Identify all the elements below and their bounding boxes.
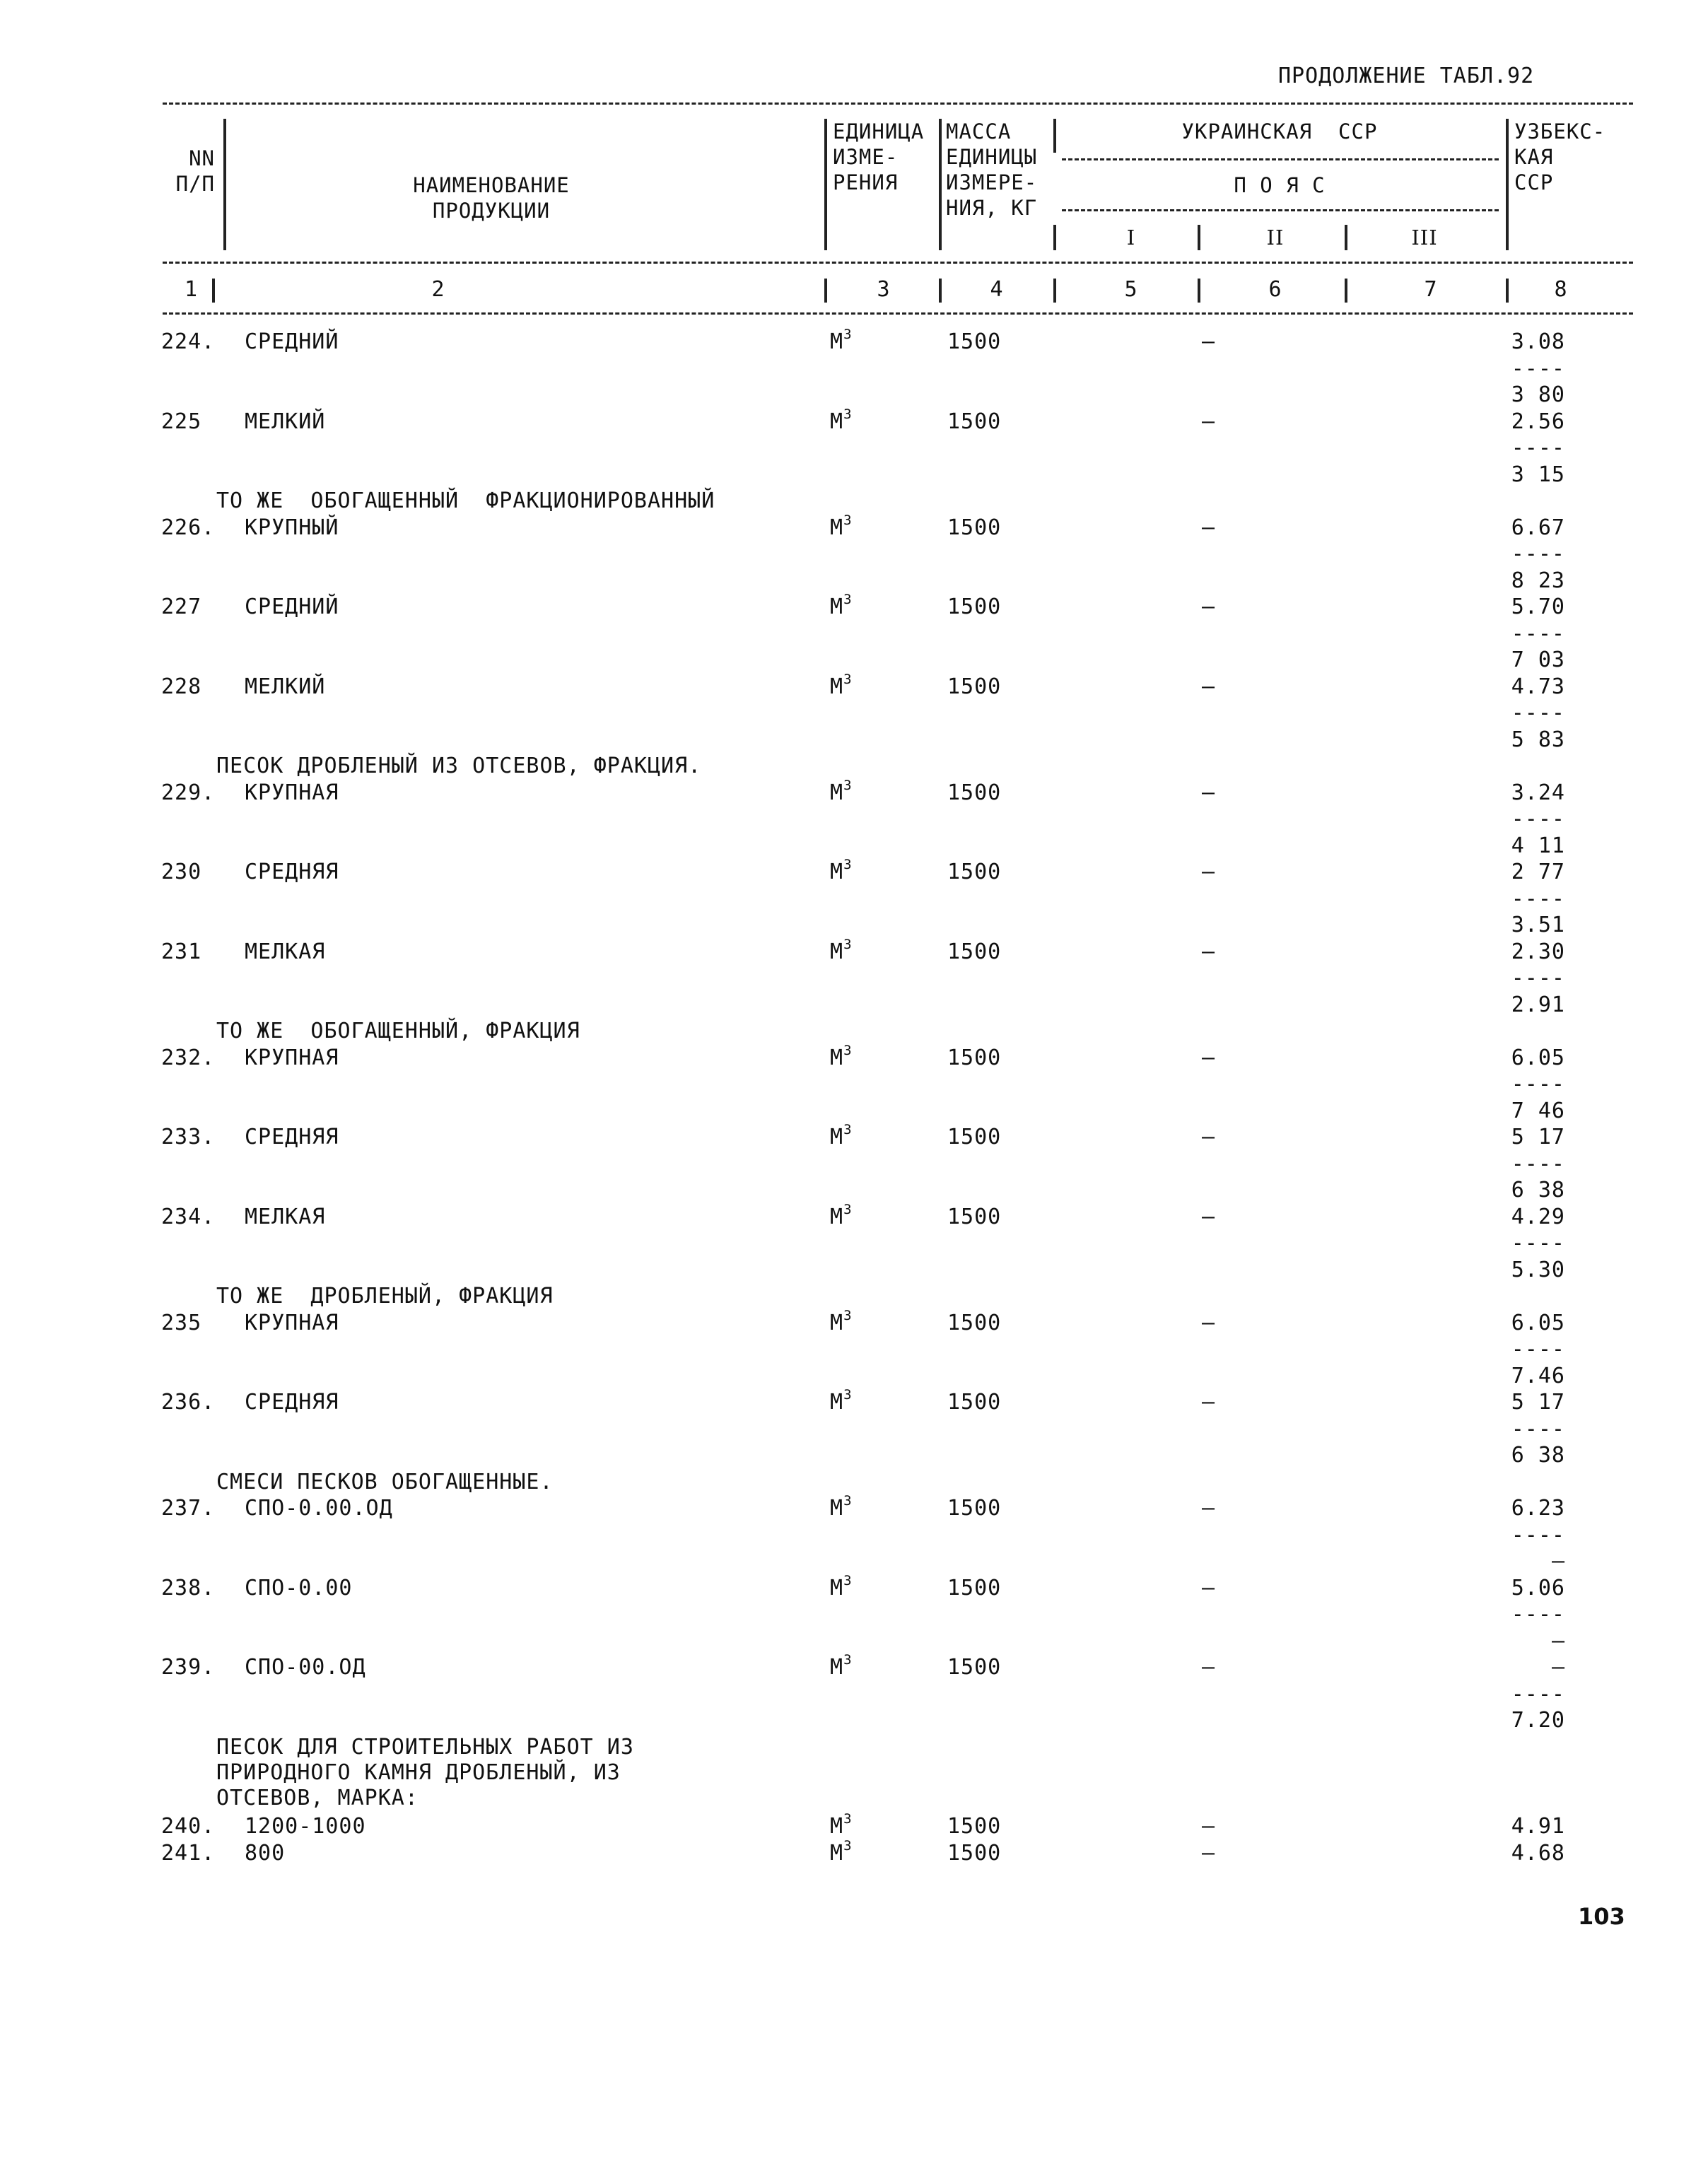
header-bottom-rule (163, 312, 1633, 315)
zone-2-cell: – (1202, 595, 1216, 619)
colnum-5: 5 (1124, 277, 1138, 302)
colnum-3: 3 (877, 277, 891, 302)
unit-cell: $М^3$ (830, 1201, 853, 1229)
unit-cell: $М^3$ (830, 936, 853, 964)
header-divider (1506, 279, 1509, 303)
product-name: СРЕДНЯЯ (245, 1390, 339, 1415)
product-name: 800 (245, 1840, 286, 1866)
unit-cell: $М^3$ (830, 327, 853, 354)
uzbek-fraction-value: 3 80 (1511, 382, 1565, 407)
product-name: МЕЛКИЙ (245, 674, 326, 699)
mass-cell: 1500 (947, 1125, 1002, 1149)
uzbek-fraction-bar: ---- (1511, 542, 1565, 566)
unit-cell: $М^3$ (830, 671, 853, 699)
row-number: 231 (161, 939, 202, 964)
product-name: КРУПНЫЙ (245, 515, 339, 540)
uzbek-fraction-value: 5.30 (1511, 1257, 1565, 1282)
zone-2-cell: – (1202, 329, 1216, 354)
product-name: СРЕДНИЙ (245, 329, 339, 354)
header-divider (1053, 225, 1056, 250)
row-number: 237. (161, 1496, 216, 1521)
header-ukrainian-ssr: УКРАИНСКАЯ ССР (1181, 119, 1378, 144)
uzbek-value: 4.91 (1511, 1814, 1565, 1839)
colnum-4: 4 (990, 277, 1004, 302)
mass-cell: 1500 (947, 1390, 1002, 1415)
group-label: ТО ЖЕ ОБОГАЩЕННЫЙ ФРАКЦИОНИРОВАННЫЙ (216, 488, 715, 513)
uzbek-fraction-bar: ---- (1511, 435, 1565, 460)
zone-2-cell: – (1202, 860, 1216, 884)
uzbek-value: 6.67 (1511, 515, 1565, 540)
unit-cell: $М^3$ (830, 1307, 853, 1335)
unit-cell: $М^3$ (830, 1811, 853, 1839)
unit-cell: $М^3$ (830, 1122, 853, 1149)
uzbek-fraction-value: 3 15 (1511, 462, 1565, 487)
header-divider (1053, 119, 1056, 153)
header-ukr-rule (1062, 158, 1499, 160)
product-name: КРУПНАЯ (245, 1310, 339, 1335)
row-number: 238. (161, 1575, 216, 1600)
uzbek-fraction-value: 4 11 (1511, 833, 1565, 858)
unit-cell: $М^3$ (830, 857, 853, 884)
header-divider (939, 119, 942, 250)
zone-2-cell: – (1202, 1310, 1216, 1335)
uzbek-value: 5 17 (1511, 1390, 1565, 1415)
mass-cell: 1500 (947, 1310, 1002, 1335)
zone-2-cell: – (1202, 515, 1216, 540)
row-number: 234. (161, 1204, 216, 1229)
zone-2-cell: – (1202, 1575, 1216, 1600)
uzbek-fraction-value: 6 38 (1511, 1443, 1565, 1468)
uzbek-fraction-bar: ---- (1511, 1151, 1565, 1176)
uzbek-fraction-value: 6 38 (1511, 1178, 1565, 1202)
product-name: 1200-1000 (245, 1814, 366, 1839)
header-divider (1345, 279, 1347, 303)
row-number: 230 (161, 860, 202, 884)
header-divider (1506, 119, 1509, 250)
colnum-7: 7 (1424, 277, 1438, 302)
header-zone: П О Я С (1234, 173, 1326, 197)
uzbek-value: 5.06 (1511, 1575, 1565, 1600)
mass-cell: 1500 (947, 595, 1002, 619)
uzbek-fraction-bar: ---- (1511, 1231, 1565, 1255)
header-zone-2: II (1266, 226, 1285, 250)
zone-2-cell: – (1202, 409, 1216, 434)
row-number: 239. (161, 1655, 216, 1680)
uzbek-fraction-value: 8 23 (1511, 568, 1565, 593)
zone-2-cell: – (1202, 780, 1216, 805)
product-name: СРЕДНИЙ (245, 595, 339, 619)
zone-2-cell: – (1202, 939, 1216, 964)
zone-2-cell: – (1202, 1390, 1216, 1415)
uzbek-fraction-bar: ---- (1511, 356, 1565, 381)
unit-cell: $М^3$ (830, 1387, 853, 1415)
uzbek-fraction-value: 3.51 (1511, 913, 1565, 937)
product-name: СПО-0.00.ОД (245, 1496, 393, 1521)
header-divider (939, 279, 942, 303)
uzbek-fraction-value: 7 03 (1511, 648, 1565, 672)
header-zone-3: III (1411, 226, 1438, 250)
mass-cell: 1500 (947, 674, 1002, 699)
mass-cell: 1500 (947, 1814, 1002, 1839)
product-name: СРЕДНЯЯ (245, 1125, 339, 1149)
uzbek-fraction-value: 7.20 (1511, 1708, 1565, 1733)
group-label: СМЕСИ ПЕСКОВ ОБОГАЩЕННЫЕ. (216, 1469, 554, 1494)
unit-cell: $М^3$ (830, 592, 853, 619)
uzbek-fraction-value: – (1551, 1549, 1565, 1574)
header-col-mass: МАССА ЕДИНИЦЫ ИЗМЕРЕ- НИЯ, КГ (946, 119, 1038, 220)
header-col-unit: ЕДИНИЦА ИЗМЕ- РЕНИЯ (833, 119, 925, 194)
uzbek-value: 3.08 (1511, 329, 1565, 354)
header-col-number: NN П/П (175, 146, 215, 196)
mass-cell: 1500 (947, 1575, 1002, 1600)
mass-cell: 1500 (947, 329, 1002, 354)
uzbek-fraction-value: 7.46 (1511, 1363, 1565, 1388)
row-number: 236. (161, 1390, 216, 1415)
header-divider (824, 279, 827, 303)
uzbek-value: 4.73 (1511, 674, 1565, 699)
product-name: МЕЛКИЙ (245, 409, 326, 434)
header-divider (212, 279, 215, 303)
header-divider (1053, 279, 1056, 303)
uzbek-fraction-bar: ---- (1511, 1522, 1565, 1547)
product-name: МЕЛКАЯ (245, 1204, 326, 1229)
uzbek-fraction-bar: ---- (1511, 1681, 1565, 1707)
mass-cell: 1500 (947, 1840, 1002, 1866)
zone-2-cell: – (1202, 1204, 1216, 1229)
header-divider (1198, 279, 1200, 303)
group-label: ТО ЖЕ ДРОБЛЕНЫЙ, ФРАКЦИЯ (216, 1284, 554, 1309)
uzbek-value: 2.56 (1511, 409, 1565, 434)
zone-2-cell: – (1202, 1125, 1216, 1149)
uzbek-value: 6.23 (1511, 1496, 1565, 1521)
uzbek-value: 6.05 (1511, 1045, 1565, 1070)
zone-2-cell: – (1202, 1045, 1216, 1070)
row-number: 224. (161, 329, 216, 354)
uzbek-fraction-bar: ---- (1511, 701, 1565, 725)
group-label: ПЕСОК ДРОБЛЕНЫЙ ИЗ ОТСЕВОВ, ФРАКЦИЯ. (216, 754, 702, 778)
uzbek-value: 5 17 (1511, 1125, 1565, 1149)
row-number: 228 (161, 674, 202, 699)
uzbek-fraction-value: 5 83 (1511, 727, 1565, 752)
uzbek-fraction-value: – (1551, 1628, 1565, 1653)
header-divider (1345, 225, 1347, 250)
row-number: 233. (161, 1125, 216, 1149)
header-top-rule (163, 103, 1633, 105)
uzbek-value: 4.68 (1511, 1840, 1565, 1866)
unit-cell: $М^3$ (830, 1652, 853, 1680)
row-number: 227 (161, 595, 202, 619)
uzbek-value: 5.70 (1511, 595, 1565, 619)
product-name: КРУПНАЯ (245, 1045, 339, 1070)
unit-cell: $М^3$ (830, 777, 853, 805)
colnum-2: 2 (431, 277, 445, 302)
uzbek-value: 3.24 (1511, 780, 1565, 805)
uzbek-value: 4.29 (1511, 1204, 1565, 1229)
group-label: ТО ЖЕ ОБОГАЩЕННЫЙ, ФРАКЦИЯ (216, 1019, 580, 1043)
header-divider (1198, 225, 1200, 250)
row-number: 232. (161, 1045, 216, 1070)
product-name: СПО-0.00 (245, 1575, 353, 1600)
mass-cell: 1500 (947, 1204, 1002, 1229)
mass-cell: 1500 (947, 1045, 1002, 1070)
mass-cell: 1500 (947, 409, 1002, 434)
uzbek-fraction-value: 7 46 (1511, 1098, 1565, 1123)
mass-cell: 1500 (947, 515, 1002, 540)
uzbek-value: 2.30 (1511, 939, 1565, 964)
zone-2-cell: – (1202, 674, 1216, 699)
uzbek-fraction-bar: ---- (1511, 966, 1565, 990)
header-uzbek-ssr: УЗБЕКС- КАЯ ССР (1514, 119, 1606, 194)
product-name: СРЕДНЯЯ (245, 860, 339, 884)
mass-cell: 1500 (947, 780, 1002, 805)
header-zone-rule (1062, 209, 1499, 211)
unit-cell: $М^3$ (830, 1493, 853, 1521)
mass-cell: 1500 (947, 939, 1002, 964)
unit-cell: $М^3$ (830, 406, 853, 434)
uzbek-fraction-value: 2.91 (1511, 992, 1565, 1017)
product-name: СПО-00.ОД (245, 1655, 366, 1680)
zone-2-cell: – (1202, 1655, 1216, 1680)
uzbek-value: 2 77 (1511, 860, 1565, 884)
unit-cell: $М^3$ (830, 512, 853, 540)
page-number: 103 (1578, 1903, 1625, 1930)
uzbek-fraction-bar: ---- (1511, 1416, 1565, 1441)
header-col-name: НАИМЕНОВАНИЕ ПРОДУКЦИИ (413, 173, 570, 223)
colnum-8: 8 (1554, 277, 1568, 302)
header-divider (223, 119, 226, 250)
uzbek-fraction-bar: ---- (1511, 807, 1565, 831)
continuation-label: ПРОДОЛЖЕНИЕ ТАБЛ.92 (1278, 64, 1535, 88)
row-number: 226. (161, 515, 216, 540)
zone-2-cell: – (1202, 1814, 1216, 1839)
colnum-6: 6 (1268, 277, 1282, 302)
row-number: 225 (161, 409, 202, 434)
colnum-1: 1 (184, 277, 198, 302)
row-number: 229. (161, 780, 216, 805)
uzbek-fraction-bar: ---- (1511, 1072, 1565, 1096)
uzbek-fraction-bar: ---- (1511, 1602, 1565, 1627)
mass-cell: 1500 (947, 1655, 1002, 1680)
group-label: ПЕСОК ДЛЯ СТРОИТЕЛЬНЫХ РАБОТ ИЗ ПРИРОДНОГО КАМНЯ ДРОБЛЕНЫЙ, ИЗ ОТСЕВОВ, МАРКА: (216, 1734, 634, 1810)
uzbek-value: – (1551, 1655, 1565, 1680)
unit-cell: $М^3$ (830, 1042, 853, 1070)
zone-2-cell: – (1202, 1496, 1216, 1521)
uzbek-fraction-bar: ---- (1511, 621, 1565, 646)
row-number: 235 (161, 1310, 202, 1335)
unit-cell: $М^3$ (830, 1572, 853, 1600)
uzbek-fraction-bar: ---- (1511, 1337, 1565, 1362)
row-number: 240. (161, 1814, 216, 1839)
row-number: 241. (161, 1840, 216, 1866)
unit-cell: $М^3$ (830, 1837, 853, 1866)
uzbek-fraction-bar: ---- (1511, 886, 1565, 911)
product-name: МЕЛКАЯ (245, 939, 326, 964)
product-name: КРУПНАЯ (245, 780, 339, 805)
zone-2-cell: – (1202, 1840, 1216, 1866)
header-mid-rule (163, 262, 1633, 264)
header-divider (824, 119, 827, 250)
mass-cell: 1500 (947, 1496, 1002, 1521)
mass-cell: 1500 (947, 860, 1002, 884)
header-zone-1: I (1126, 226, 1136, 250)
uzbek-value: 6.05 (1511, 1310, 1565, 1335)
